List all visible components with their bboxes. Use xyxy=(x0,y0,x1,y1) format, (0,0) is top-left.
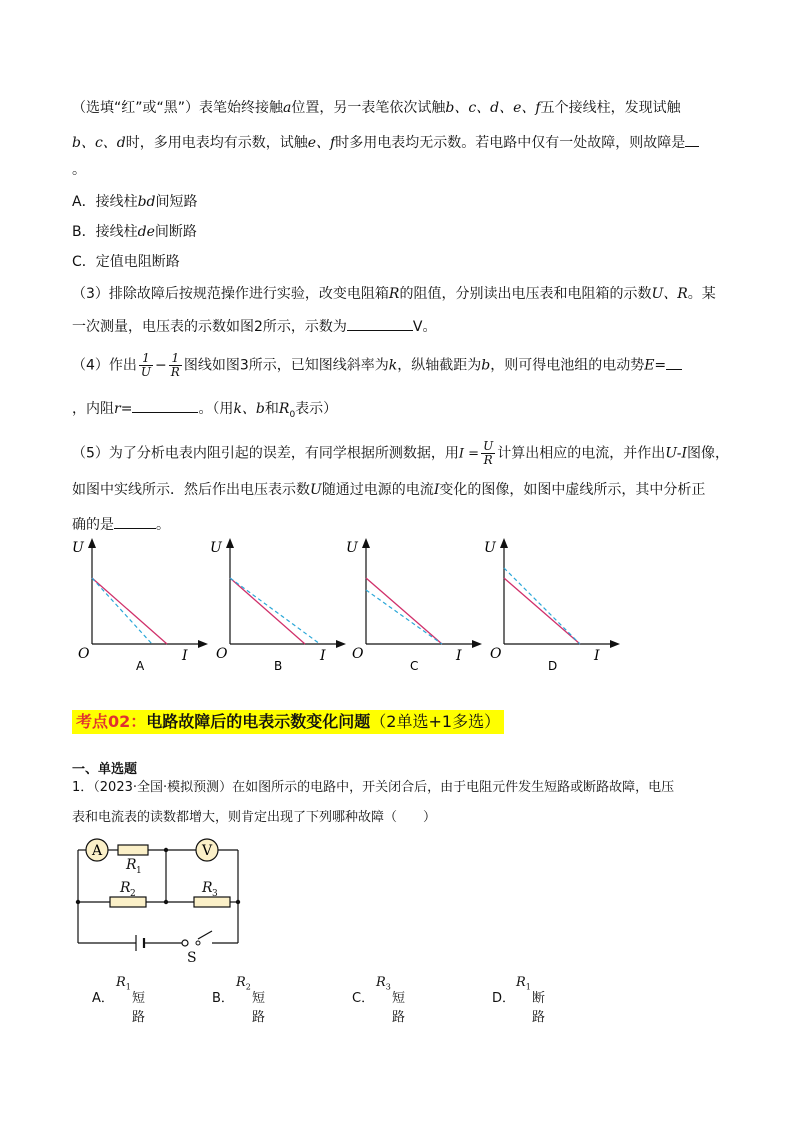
svg-text:A: A xyxy=(91,843,103,859)
option-b: B．接线柱de间断路 xyxy=(72,224,197,240)
svg-text:R: R xyxy=(126,857,137,873)
axis-label-i: I xyxy=(456,648,462,664)
solid-line xyxy=(504,578,580,644)
graph-label: A xyxy=(136,659,145,673)
x-axis-arrow xyxy=(610,640,620,648)
option-a: A．接线柱bd间短路 xyxy=(72,194,198,210)
q5-line1: （5）为了分析电表内阻引起的误差，有同学根据所测数据，用I = $\frac{U}{R}$ 计算出相应的电流，并作出U-I图像， xyxy=(72,439,730,467)
fraction-U-over-R: $\frac{U}{R}$ xyxy=(483,439,494,467)
axis-label-u: U xyxy=(72,540,84,556)
resistor-r2 xyxy=(110,897,146,907)
svg-text:1: 1 xyxy=(136,866,142,876)
resistor-r1 xyxy=(118,845,148,855)
q5-line2: 如图中实线所示．然后作出电压表示数U随通过电源的电流I变化的图像，如图中虚线所示，其中分析正 xyxy=(72,482,706,498)
graph-c xyxy=(344,530,504,680)
fraction-1-over-R: $\frac{1}{R}$ xyxy=(170,351,180,379)
dashed-line xyxy=(230,578,320,644)
solid-line xyxy=(92,578,167,644)
graph-label: C xyxy=(410,659,419,673)
x-axis-arrow xyxy=(198,640,208,648)
q1-line2: 表和电流表的读数都增大，则肯定出现了下列哪种故障（ ） xyxy=(72,810,437,825)
q2-line1: （选填“红”或“黑”）表笔始终接触a位置，另一表笔依次试触b、c、d、e、f五个接线柱，发现试触 xyxy=(72,100,681,116)
q4-line1: （4）作出 $\frac{1}{U}$ − $\frac{1}{R}$ 图线如图3所示，已知图线斜率为k，纵轴截距为b，则可得电池组的电动势E= xyxy=(72,352,682,379)
y-axis-arrow xyxy=(500,538,508,548)
voltmeter xyxy=(196,839,218,861)
circuit-diagram xyxy=(70,835,250,965)
q3-line1: （3）排除故障后按规范操作进行实验，改变电阻箱R的阻值，分别读出电压表和电阻箱的示数U、R。某 xyxy=(72,286,716,302)
solid-line xyxy=(366,578,442,644)
q4-line2: ，内阻r= 。（用k、b和$R_0$表示） xyxy=(72,398,337,425)
dashed-line xyxy=(92,578,152,644)
svg-text:R: R xyxy=(120,880,131,896)
graph-d xyxy=(482,530,642,680)
switch-icon xyxy=(182,940,188,946)
graph-a xyxy=(70,530,230,680)
axis-label-i: I xyxy=(594,648,600,664)
solid-line xyxy=(230,578,305,644)
svg-text:R: R xyxy=(202,880,213,896)
answer-blank-resistance[interactable] xyxy=(132,398,198,413)
x-axis-arrow xyxy=(472,640,482,648)
q3-line2: 一次测量，电压表的示数如图2所示，示数为 V。 xyxy=(72,316,436,337)
answer-blank-emf[interactable] xyxy=(666,355,682,370)
graph-label: D xyxy=(548,659,558,673)
ammeter xyxy=(86,839,108,861)
q5-line3: 确的是 。 xyxy=(72,514,170,535)
q2-line2: b、c、d时，多用电表均有示数，试触e、f时多用电表均无示数。若电路中仅有一处故障，则故障是 xyxy=(72,132,699,153)
axis-label-i: I xyxy=(320,648,326,664)
section-title: 一、单选题 xyxy=(72,762,138,777)
axis-label-u: U xyxy=(484,540,496,556)
answer-blank-graph[interactable] xyxy=(114,514,156,529)
dashed-line xyxy=(366,590,442,644)
option-c: C．定值电阻断路 xyxy=(72,254,180,270)
svg-text:3: 3 xyxy=(212,889,218,899)
y-axis-arrow xyxy=(362,538,370,548)
origin-label: O xyxy=(216,646,228,662)
y-axis-arrow xyxy=(226,538,234,548)
origin-label: O xyxy=(352,646,364,662)
dashed-line xyxy=(504,568,580,644)
axis-label-u: U xyxy=(210,540,222,556)
kaodian-heading: 考点02：电路故障后的电表示数变化问题（2单选+1多选） xyxy=(72,710,504,734)
graph-label: B xyxy=(274,659,283,673)
axis-label-u: U xyxy=(346,540,358,556)
answer-blank-fault[interactable] xyxy=(685,132,699,147)
origin-label: O xyxy=(490,646,502,662)
y-axis-arrow xyxy=(88,538,96,548)
answer-blank-voltage[interactable] xyxy=(347,316,413,331)
axis-label-i: I xyxy=(182,648,188,664)
svg-text:2: 2 xyxy=(130,889,136,899)
period-line: 。 xyxy=(72,162,86,178)
origin-label: O xyxy=(78,646,90,662)
svg-text:V: V xyxy=(201,843,213,859)
q1-line1: 1．（2023·全国·模拟预测）在如图所示的电路中，开关闭合后，由于电阻元件发生短路或断路故障，电压 xyxy=(72,780,675,795)
svg-text:S: S xyxy=(187,950,197,965)
fraction-1-over-U: $\frac{1}{U}$ xyxy=(140,351,152,379)
